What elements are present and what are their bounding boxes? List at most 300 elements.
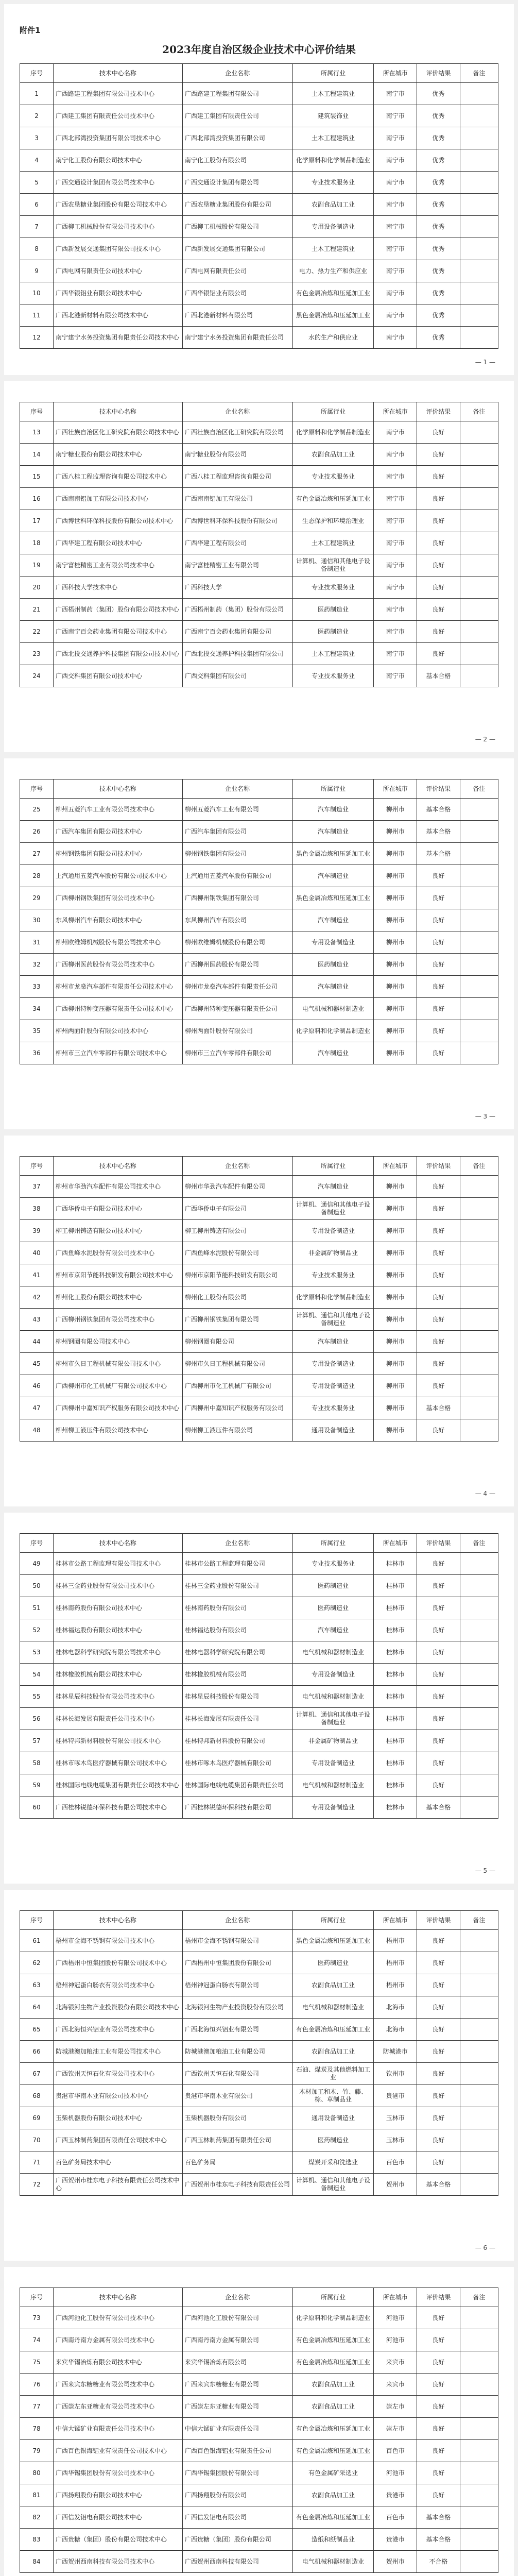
table-cell: 80 <box>20 2462 54 2484</box>
table-cell: 河池市 <box>374 2329 417 2351</box>
table-cell <box>460 865 498 887</box>
table-cell: 38 <box>20 1198 54 1220</box>
table-cell: 柳州市 <box>374 954 417 976</box>
table-cell <box>460 843 498 865</box>
table-cell: 汽车制造业 <box>292 799 374 821</box>
table-cell: 广西河池化工股份有限公司技术中心 <box>54 2307 183 2329</box>
table-cell: 基本合格 <box>417 2174 460 2196</box>
table-cell: 桂林市 <box>374 1664 417 1686</box>
table-cell: 上汽通用五菱汽车股份有限公司 <box>182 865 292 887</box>
table-cell: 优秀 <box>417 216 460 238</box>
table-cell: 河池市 <box>374 2462 417 2484</box>
table-cell: 贵港市 <box>374 2085 417 2107</box>
table-cell: 北海银河生物产业投资股份有限公司 <box>182 1996 292 2019</box>
table-row <box>20 304 498 327</box>
table-cell: 柳州市 <box>374 1220 417 1242</box>
table-cell: 贵港市 <box>374 2529 417 2551</box>
table-row <box>20 1264 498 1286</box>
table-cell: 黑色金属冶炼和压延加工业 <box>292 304 374 327</box>
table-row <box>20 172 498 194</box>
table-cell: 百色矿务局 <box>182 2151 292 2174</box>
table-cell: 良好 <box>417 2351 460 2374</box>
table-cell <box>460 466 498 488</box>
table-cell: 南宁市 <box>374 554 417 577</box>
table-cell: 梧州市 <box>374 1930 417 1952</box>
table-cell: 良好 <box>417 1042 460 1064</box>
column-header: 所在城市 <box>374 64 417 83</box>
table-cell: 广西柳州特种变压器有限责任公司技术中心 <box>54 998 183 1020</box>
table-cell: 南宁市 <box>374 421 417 444</box>
table-cell: 玉林市 <box>374 2107 417 2129</box>
table-cell: 3 <box>20 127 54 149</box>
table-cell: 82 <box>20 2506 54 2529</box>
table-cell: 良好 <box>417 1419 460 1442</box>
table-cell: 贺州市 <box>374 2174 417 2196</box>
table-row <box>20 83 498 105</box>
table-row <box>20 2329 498 2351</box>
table-cell <box>460 1974 498 1996</box>
table-cell: 良好 <box>417 466 460 488</box>
table-cell: 贵港市华南木业有限公司技术中心 <box>54 2085 183 2107</box>
table-cell: 专业技术服务业 <box>292 466 374 488</box>
table-cell: 有色金属冶炼和压延加工业 <box>292 2506 374 2529</box>
table-cell: 化学原料和化学制品制造业 <box>292 1286 374 1309</box>
column-header: 所属行业 <box>292 1157 374 1176</box>
table-cell: 桂林福达股份有限公司 <box>182 1619 292 1641</box>
header-row <box>20 402 498 421</box>
table-body <box>20 2307 498 2573</box>
table-cell: 梧州市 <box>374 1952 417 1974</box>
table-cell: 基本合格 <box>417 1797 460 1819</box>
column-header: 技术中心名称 <box>54 64 183 83</box>
table-cell <box>460 2396 498 2418</box>
table-cell <box>460 577 498 599</box>
table-cell <box>460 2019 498 2041</box>
table-row <box>20 1797 498 1819</box>
table-cell: 柳州市 <box>374 1242 417 1264</box>
table-cell: 南宁市 <box>374 665 417 687</box>
table-cell: 柳州市 <box>374 843 417 865</box>
table-cell: 土木工程建筑业 <box>292 238 374 260</box>
table-cell: 南宁化工股份有限公司 <box>182 149 292 172</box>
table-cell: 良好 <box>417 931 460 954</box>
table-cell: 柳州柳工液压件有限公司技术中心 <box>54 1419 183 1442</box>
table-cell: 汽车制造业 <box>292 821 374 843</box>
table-cell: 桂林市 <box>374 1686 417 1708</box>
table-row <box>20 2351 498 2374</box>
table-cell <box>460 2129 498 2151</box>
column-header: 备注 <box>460 1534 498 1553</box>
column-header: 备注 <box>460 1911 498 1930</box>
table-cell: 专用设备制造业 <box>292 1664 374 1686</box>
table-cell: 广西桂林锐德环保科技有限公司技术中心 <box>54 1797 183 1819</box>
table-cell: 梧州神冠蛋白肠衣有限公司 <box>182 1974 292 1996</box>
table-cell <box>460 1242 498 1264</box>
table-cell: 优秀 <box>417 194 460 216</box>
table-header <box>20 1911 498 1930</box>
table-cell: 化学原料和化学制品制造业 <box>292 2307 374 2329</box>
table-cell: 35 <box>20 1020 54 1042</box>
table-row <box>20 577 498 599</box>
table-cell: 防城港澳加粮油工业有限公司 <box>182 2041 292 2063</box>
table-cell: 良好 <box>417 1664 460 1686</box>
table-cell: 通用设备制造业 <box>292 2107 374 2129</box>
column-header: 技术中心名称 <box>54 779 183 799</box>
column-header: 所属行业 <box>292 1911 374 1930</box>
table-cell <box>460 2174 498 2196</box>
table-cell: 优秀 <box>417 127 460 149</box>
table-row <box>20 216 498 238</box>
table-cell: 桂林长海发展有限责任公司 <box>182 1708 292 1730</box>
table-cell: 67 <box>20 2063 54 2085</box>
table-cell: 南宁市 <box>374 127 417 149</box>
table-cell: 24 <box>20 665 54 687</box>
table-row <box>20 2307 498 2329</box>
table-cell: 南宁市 <box>374 194 417 216</box>
page-content <box>20 1156 498 1442</box>
column-header: 序号 <box>20 1534 54 1553</box>
table-cell: 18 <box>20 532 54 554</box>
table-cell <box>460 1309 498 1331</box>
table-cell: 南宁建宁水务投资集团有限责任公司 <box>182 327 292 349</box>
table-cell: 广西电网有限责任公司 <box>182 260 292 282</box>
table-cell: 柳州化工股份有限公司 <box>182 1286 292 1309</box>
table-cell <box>460 887 498 909</box>
column-header: 备注 <box>460 64 498 83</box>
table-cell: 桂林星辰科技股份有限公司 <box>182 1686 292 1708</box>
table-cell <box>460 821 498 843</box>
table-cell: 来宾华锡冶炼有限公司 <box>182 2351 292 2374</box>
table-cell: 梧州市金海不锈钢有限公司技术中心 <box>54 1930 183 1952</box>
table-cell: 南宁化工股份有限公司技术中心 <box>54 149 183 172</box>
table-cell: 农副食品加工业 <box>292 2396 374 2418</box>
table-cell <box>460 2041 498 2063</box>
table-cell: 52 <box>20 1619 54 1641</box>
table-cell: 广西科技大学 <box>182 577 292 599</box>
table-cell: 农副食品加工业 <box>292 1974 374 1996</box>
table-cell: 广西扬翔股份有限公司技术中心 <box>54 2484 183 2506</box>
table-cell: 广西柳州中嘉知识产权服务有限公司 <box>182 1397 292 1419</box>
document-page <box>4 4 514 375</box>
table-cell: 良好 <box>417 1575 460 1597</box>
table-cell: 南宁市 <box>374 621 417 643</box>
table-cell: 良好 <box>417 887 460 909</box>
table-cell: 优秀 <box>417 149 460 172</box>
table-cell: 59 <box>20 1774 54 1797</box>
table-cell: 广西交通设计集团有限公司技术中心 <box>54 172 183 194</box>
table-cell: 柳州市京阳节能科技研发有限公司技术中心 <box>54 1264 183 1286</box>
table-cell: 玉林市 <box>374 2129 417 2151</box>
table-cell: 医药制造业 <box>292 599 374 621</box>
table-cell: 优秀 <box>417 172 460 194</box>
table-cell: 柳州市 <box>374 887 417 909</box>
table-cell: 19 <box>20 554 54 577</box>
table-cell: 百色市 <box>374 2151 417 2174</box>
table-cell: 14 <box>20 444 54 466</box>
table-cell: 广西桂林锐德环保科技有限公司 <box>182 1797 292 1819</box>
table-cell <box>460 2307 498 2329</box>
table-cell: 良好 <box>417 2151 460 2174</box>
page-content <box>20 25 498 349</box>
table-cell: 广西电网有限责任公司技术中心 <box>54 260 183 282</box>
column-header: 序号 <box>20 64 54 83</box>
table-cell: 广西柳州特种变压器有限责任公司 <box>182 998 292 1020</box>
table-cell: 柳州市 <box>374 1264 417 1286</box>
table-cell: 柳州市 <box>374 998 417 1020</box>
table-cell <box>460 643 498 665</box>
table-cell: 良好 <box>417 1353 460 1375</box>
table-cell: 广西鱼峰水泥股份有限公司 <box>182 1242 292 1264</box>
table-cell: 良好 <box>417 1930 460 1952</box>
column-header: 技术中心名称 <box>54 1157 183 1176</box>
table-cell: 广西新发展交通集团有限公司 <box>182 238 292 260</box>
table-cell: 良好 <box>417 2396 460 2418</box>
table-cell: 44 <box>20 1331 54 1353</box>
table-header <box>20 779 498 799</box>
table-cell: 73 <box>20 2307 54 2329</box>
table-cell: 良好 <box>417 2019 460 2041</box>
table-cell: 桂林特邦新材料股份有限公司技术中心 <box>54 1730 183 1752</box>
table-cell: 柳州市 <box>374 1042 417 1064</box>
table-cell: 煤炭开采和洗选业 <box>292 2151 374 2174</box>
table-cell: 梧州神冠蛋白肠衣有限公司技术中心 <box>54 1974 183 1996</box>
table-cell: 不合格 <box>417 2551 460 2573</box>
table-cell: 广西信发铝电有限公司技术中心 <box>54 2506 183 2529</box>
table-cell: 基本合格 <box>417 821 460 843</box>
table-cell: 非金属矿物制品业 <box>292 1730 374 1752</box>
table-cell <box>460 510 498 532</box>
table-cell: 良好 <box>417 2329 460 2351</box>
table-cell: 南宁糖业股份有限公司 <box>182 444 292 466</box>
table-cell: 基本合格 <box>417 665 460 687</box>
table-cell: 有色金属冶炼和压延加工业 <box>292 2418 374 2440</box>
table-cell: 汽车制造业 <box>292 976 374 998</box>
table-cell <box>460 931 498 954</box>
table-cell: 防城港市 <box>374 2041 417 2063</box>
table-cell: 广西路建工程集团有限公司 <box>182 83 292 105</box>
table-cell: 良好 <box>417 2462 460 2484</box>
column-header: 序号 <box>20 2288 54 2307</box>
table-cell: 广西北海恒兴铝业有限公司技术中心 <box>54 2019 183 2041</box>
table-cell: 柳州市京阳节能科技研发有限公司 <box>182 1264 292 1286</box>
table-cell: 北海银河生物产业投资股份有限公司技术中心 <box>54 1996 183 2019</box>
table-cell: 广西华建工程有限公司 <box>182 532 292 554</box>
table-cell: 16 <box>20 488 54 510</box>
table-cell: 计算机、通信和其他电子设备制造业 <box>292 1309 374 1331</box>
table-cell: 汽车制造业 <box>292 909 374 931</box>
page-content <box>20 2287 498 2573</box>
table-row <box>20 1730 498 1752</box>
table-cell: 广西汽车集团有限公司 <box>182 821 292 843</box>
table-cell: 桂林三金药业股份有限公司 <box>182 1575 292 1597</box>
table-cell: 良好 <box>417 1242 460 1264</box>
table-cell: 优秀 <box>417 105 460 127</box>
table-cell: 60 <box>20 1797 54 1819</box>
table-row <box>20 238 498 260</box>
table-cell: 广西北投交通养护科技集团有限公司技术中心 <box>54 643 183 665</box>
table-cell: 电气机械和器材制造业 <box>292 1996 374 2019</box>
table-cell: 广西农垦糖业集团股份有限公司 <box>182 194 292 216</box>
table-cell: 桂林市 <box>374 1752 417 1774</box>
table-cell: 良好 <box>417 1198 460 1220</box>
table-cell: 医药制造业 <box>292 1952 374 1974</box>
table-cell <box>460 2462 498 2484</box>
page-number: — 5 — <box>475 1867 495 1874</box>
table-cell: 广西南南铝加工有限公司技术中心 <box>54 488 183 510</box>
table-cell: 基本合格 <box>417 2529 460 2551</box>
column-header: 技术中心名称 <box>54 1911 183 1930</box>
page-number: — 2 — <box>475 736 495 743</box>
table-cell <box>460 2551 498 2573</box>
table-row <box>20 931 498 954</box>
table-cell: 6 <box>20 194 54 216</box>
table-cell: 优秀 <box>417 83 460 105</box>
table-row <box>20 887 498 909</box>
table-cell: 梧州市 <box>374 1974 417 1996</box>
table-cell <box>460 149 498 172</box>
table-cell: 广西建工集团有限责任公司 <box>182 105 292 127</box>
column-header: 技术中心名称 <box>54 1534 183 1553</box>
table-cell: 基本合格 <box>417 799 460 821</box>
table-cell: 柳州市龙燊汽车部件有限责任公司技术中心 <box>54 976 183 998</box>
table-cell: 专业技术服务业 <box>292 172 374 194</box>
table-cell: 计算机、通信和其他电子设备制造业 <box>292 2174 374 2196</box>
table-cell: 桂林长海发展有限责任公司技术中心 <box>54 1708 183 1730</box>
table-cell: 广西百色银海铝业有限责任公司 <box>182 2440 292 2462</box>
table-cell: 72 <box>20 2174 54 2196</box>
table-cell: 良好 <box>417 643 460 665</box>
table-cell: 桂林橡胶机械有限公司技术中心 <box>54 1664 183 1686</box>
results-table <box>20 779 498 1064</box>
table-row <box>20 2551 498 2573</box>
table-cell: 30 <box>20 909 54 931</box>
table-row <box>20 976 498 998</box>
table-cell: 优秀 <box>417 327 460 349</box>
table-cell <box>460 1264 498 1286</box>
table-cell: 农副食品加工业 <box>292 2041 374 2063</box>
table-body <box>20 83 498 349</box>
table-cell: 南宁建宁水务投资集团有限责任公司技术中心 <box>54 327 183 349</box>
table-cell: 专用设备制造业 <box>292 1752 374 1774</box>
column-header: 序号 <box>20 1157 54 1176</box>
column-header: 评价结果 <box>417 1534 460 1553</box>
table-cell: 广西交科集团有限公司 <box>182 665 292 687</box>
table-cell: 广西柳州钢铁集团有限公司 <box>182 1309 292 1331</box>
table-cell: 广西华建工程有限公司技术中心 <box>54 532 183 554</box>
table-cell: 76 <box>20 2374 54 2396</box>
table-cell: 广西鱼峰水泥股份有限公司技术中心 <box>54 1242 183 1264</box>
table-cell: 桂林电器科学研究院有限公司技术中心 <box>54 1641 183 1664</box>
table-cell: 柳工柳州铸造有限公司技术中心 <box>54 1220 183 1242</box>
column-header: 评价结果 <box>417 1157 460 1176</box>
table-cell: 医药制造业 <box>292 1575 374 1597</box>
table-cell: 有色金属冶炼和压延加工业 <box>292 488 374 510</box>
table-cell: 广西崇左东亚糖业有限公司 <box>182 2396 292 2418</box>
table-cell: 25 <box>20 799 54 821</box>
table-cell: 68 <box>20 2085 54 2107</box>
table-cell: 良好 <box>417 2374 460 2396</box>
table-cell: 良好 <box>417 2307 460 2329</box>
table-cell <box>460 554 498 577</box>
table-cell: 桂林市公路工程监理有限公司 <box>182 1553 292 1575</box>
table-cell: 基本合格 <box>417 1397 460 1419</box>
table-cell: 良好 <box>417 2041 460 2063</box>
table-cell: 南宁市 <box>374 105 417 127</box>
table-cell: 31 <box>20 931 54 954</box>
table-cell <box>460 1752 498 1774</box>
table-cell: 石油、煤炭及其他燃料加工业 <box>292 2063 374 2085</box>
table-cell: 53 <box>20 1641 54 1664</box>
table-cell: 广西贺州市桂东电子科技有限责任公司技术中心 <box>54 2174 183 2196</box>
table-cell: 桂林市 <box>374 1619 417 1641</box>
table-cell: 化学原料和化学制品制造业 <box>292 1020 374 1042</box>
table-cell <box>460 1286 498 1309</box>
table-cell: 广西南宁百会药业集团有限公司 <box>182 621 292 643</box>
table-cell <box>460 1708 498 1730</box>
table-cell: 农副食品加工业 <box>292 2484 374 2506</box>
table-cell: 崇左市 <box>374 2418 417 2440</box>
table-cell <box>460 2484 498 2506</box>
table-cell: 南宁糖业股份有限公司技术中心 <box>54 444 183 466</box>
table-cell: 12 <box>20 327 54 349</box>
table-cell <box>460 2351 498 2374</box>
table-cell: 钦州市 <box>374 2063 417 2085</box>
table-row <box>20 1198 498 1220</box>
table-cell: 32 <box>20 954 54 976</box>
table-row <box>20 2484 498 2506</box>
table-row <box>20 1220 498 1242</box>
table-cell: 柳州市 <box>374 865 417 887</box>
table-cell <box>460 1597 498 1619</box>
table-cell: 柳州市华劲汽车配件有限公司 <box>182 1176 292 1198</box>
table-cell: 广西贵糖（集团）股份有限公司 <box>182 2529 292 2551</box>
column-header: 所在城市 <box>374 402 417 421</box>
table-row <box>20 621 498 643</box>
table-row <box>20 1641 498 1664</box>
table-row <box>20 1331 498 1353</box>
document-page <box>4 758 514 1129</box>
table-cell: 29 <box>20 887 54 909</box>
table-cell: 医药制造业 <box>292 2129 374 2151</box>
table-cell: 桂林市啄木鸟医疗器械有限公司 <box>182 1752 292 1774</box>
table-cell: 广西八桂工程监理咨询有限公司 <box>182 466 292 488</box>
table-cell <box>460 2063 498 2085</box>
table-cell <box>460 1664 498 1686</box>
table-cell: 广西梧州中恒集团股份有限公司技术中心 <box>54 1952 183 1974</box>
table-cell <box>460 1930 498 1952</box>
table-cell: 专业技术服务业 <box>292 1553 374 1575</box>
table-cell: 54 <box>20 1664 54 1686</box>
table-cell: 南宁市 <box>374 149 417 172</box>
column-header: 企业名称 <box>182 1157 292 1176</box>
table-cell: 优秀 <box>417 238 460 260</box>
table-cell: 南宁市 <box>374 83 417 105</box>
table-cell: 百色市 <box>374 2440 417 2462</box>
header-row <box>20 2288 498 2307</box>
table-cell: 良好 <box>417 2085 460 2107</box>
table-cell: 广西梧州制药（集团）股份有限公司技术中心 <box>54 599 183 621</box>
table-cell: 良好 <box>417 954 460 976</box>
table-cell: 桂林市 <box>374 1597 417 1619</box>
column-header: 所属行业 <box>292 402 374 421</box>
page-title: 2023年度自治区级企业技术中心评价结果 <box>162 43 356 56</box>
document-page <box>4 2267 514 2576</box>
table-row <box>20 1752 498 1774</box>
table-cell: 广西柳工机械股份有限公司 <box>182 216 292 238</box>
header-row <box>20 1911 498 1930</box>
table-cell: 良好 <box>417 1686 460 1708</box>
table-cell: 计算机、通信和其他电子设备制造业 <box>292 1198 374 1220</box>
